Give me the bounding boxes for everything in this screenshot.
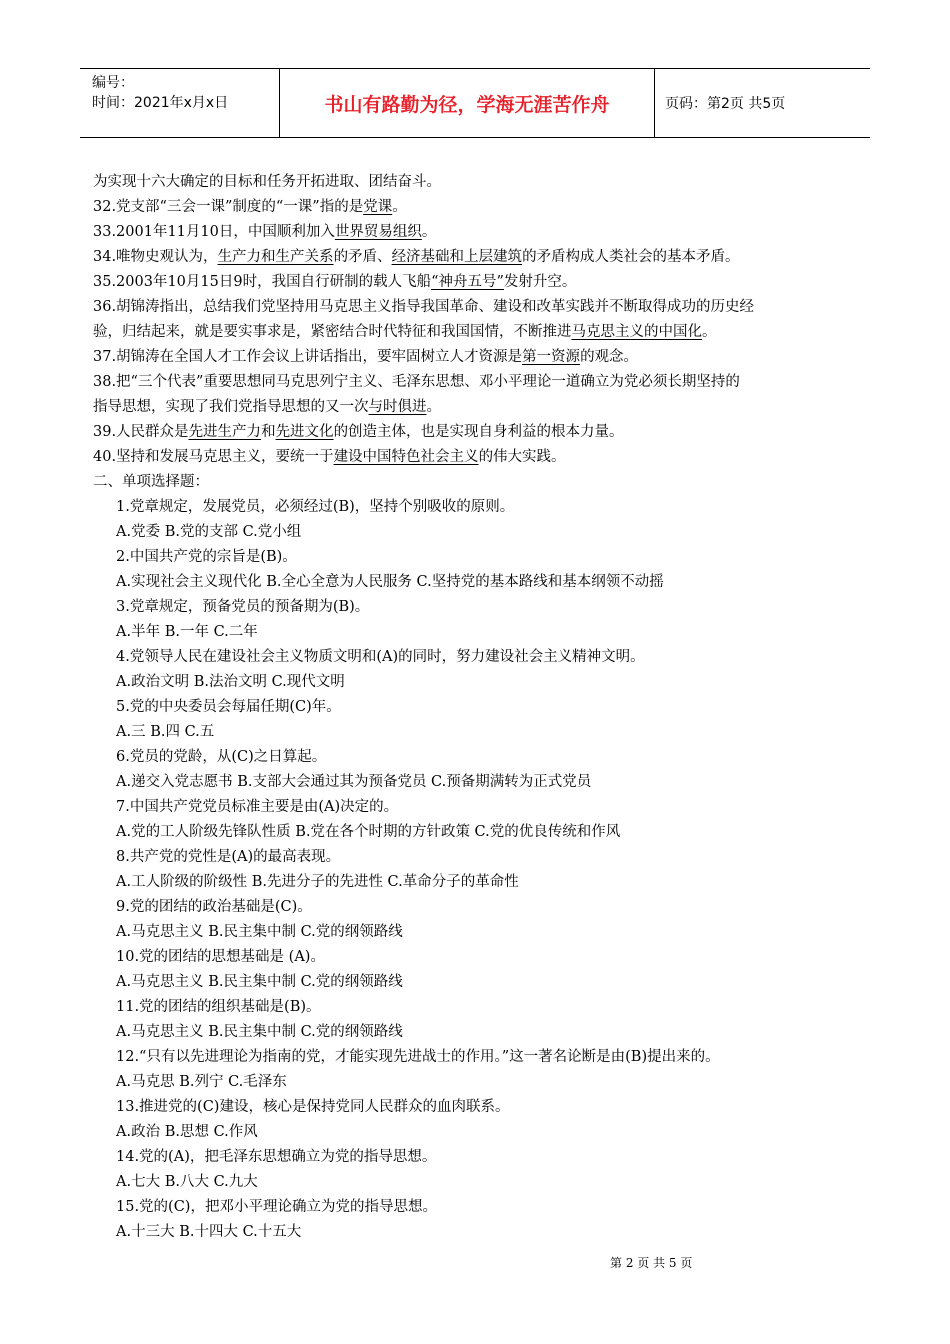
answer-text: 世界贸易组织 (334, 224, 422, 240)
question-text: 发射升空。 (503, 274, 577, 290)
answer-text: “神舟五号” (431, 274, 504, 290)
question-text: 。 (426, 399, 441, 415)
answer-text: 先进文化 (275, 424, 334, 440)
document-date: 时间：2021年x月x日 (92, 95, 229, 111)
question-text: 的创造主体，也是实现自身利益的根本力量。 (333, 424, 624, 440)
fill-blank-line (93, 420, 873, 445)
document-body (93, 170, 873, 1245)
question-stem: 4.党领导人民在建设社会主义物质文明和(A)的同时，努力建设社会主义精神文明。 (116, 649, 645, 665)
question-options: A.党的工人阶级先锋队性质 B.党在各个时期的方针政策 C.党的优良传统和作风 (116, 824, 621, 840)
question-options: A.政治文明 B.法治文明 C.现代文明 (116, 674, 345, 690)
question-text: 33.2001年11月10日，中国顺利加入 (93, 224, 335, 240)
question-text: 。 (702, 324, 717, 340)
question-options: A.马克思主义 B.民主集中制 C.党的纲领路线 (116, 1024, 403, 1040)
question-text: 40.坚持和发展马克思主义，要统一于 (93, 449, 334, 465)
answer-text: 与时俱进 (368, 399, 427, 415)
page-footer: 第 2 页 共 5 页 (610, 1256, 693, 1270)
question-text: 的伟大实践。 (478, 449, 566, 465)
question-text: 。 (421, 224, 437, 240)
header-motto: 书山有路勤为径，学海无涯苦作舟 (280, 69, 655, 137)
question-text: 的观念。 (580, 349, 639, 365)
question-options: A.递交入党志愿书 B.支部大会通过其为预备党员 C.预备期满转为正式党员 (116, 774, 592, 790)
question-options: A.马克思主义 B.民主集中制 C.党的纲领路线 (116, 924, 403, 940)
question-stem: 5.党的中央委员会每届任期(C)年。 (116, 699, 341, 715)
question-text: 37.胡锦涛在全国人才工作会议上讲话指出，要牢固树立人才资源是 (93, 349, 523, 365)
answer-text: 经济基础和上层建筑 (391, 249, 523, 265)
question-options: A.马克思主义 B.民主集中制 C.党的纲领路线 (116, 974, 403, 990)
question-text: 的矛盾、 (333, 249, 392, 265)
question-text: 38.把“三个代表”重要思想同马克思列宁主义、毛泽东思想、邓小平理论一道确立为党必须长期坚持的 (93, 374, 740, 390)
question-options: A.七大 B.八大 C.九大 (116, 1174, 258, 1190)
answer-text: 马克思主义的中国化 (571, 324, 702, 340)
fill-blank-line (93, 295, 873, 320)
question-stem: 8.共产党的党性是(A)的最高表现。 (116, 849, 341, 865)
answer-text: 先进生产力 (188, 424, 262, 440)
answer-text: 第一资源 (522, 349, 581, 365)
fill-blank-line (93, 320, 873, 345)
question-options: A.工人阶级的阶级性 B.先进分子的先进性 C.革命分子的革命性 (116, 874, 519, 890)
question-text: 34.唯物史观认为， (93, 249, 218, 265)
question-text: 32.党支部“三会一课”制度的“一课”指的是 (93, 199, 364, 215)
header-page-info: 页码：第2页 共5页 (665, 96, 786, 112)
fill-blank-list (93, 170, 873, 470)
question-stem: 14.党的(A)，把毛泽东思想确立为党的指导思想。 (116, 1149, 437, 1165)
answer-text: 生产力和生产关系 (217, 249, 334, 265)
page-header (80, 68, 870, 138)
question-options: A.党委 B.党的支部 C.党小组 (116, 524, 302, 540)
question-options: A.三 B.四 C.五 (116, 724, 215, 740)
fill-blank-line (93, 170, 873, 195)
fill-blank-line (93, 445, 873, 470)
question-stem: 3.党章规定，预备党员的预备期为(B)。 (116, 599, 370, 615)
fill-blank-line (93, 245, 873, 270)
answer-text: 党课 (363, 199, 393, 215)
question-stem: 11.党的团结的组织基础是(B)。 (116, 999, 321, 1015)
fill-blank-line (93, 395, 873, 420)
fill-blank-line (93, 345, 873, 370)
question-text: 。 (392, 199, 407, 215)
question-stem: 13.推进党的(C)建设，核心是保持党同人民群众的血肉联系。 (116, 1099, 510, 1115)
answer-text: 建设中国特色社会主义 (333, 449, 479, 465)
question-stem: 9.党的团结的政治基础是(C)。 (116, 899, 312, 915)
question-text: 36.胡锦涛指出，总结我们党坚持用马克思主义指导我国革命、建设和改革实践并不断取得成功的历史经 (93, 299, 755, 315)
question-stem: 1.党章规定，发展党员，必须经过(B)，坚持个别吸收的原则。 (116, 499, 515, 515)
section-title: 二、单项选择题： (93, 474, 209, 490)
question-options: A.政治 B.思想 C.作风 (116, 1124, 258, 1140)
document-number: 编号： (92, 75, 134, 91)
question-stem: 10.党的团结的思想基础是 (A)。 (116, 949, 325, 965)
fill-blank-line (93, 195, 873, 220)
question-text: 39.人民群众是 (93, 424, 189, 440)
question-text: 的矛盾构成人类社会的基本矛盾。 (522, 249, 740, 265)
question-text: 验，归结起来，就是要实事求是，紧密结合时代特征和我国国情，不断推进 (93, 324, 572, 340)
fill-blank-line (93, 370, 873, 395)
question-stem: 12.“只有以先进理论为指南的党，才能实现先进战士的作用。”这一著名论断是由(B)提出来的。 (116, 1049, 720, 1065)
question-stem: 2.中国共产党的宗旨是(B)。 (116, 549, 297, 565)
question-options: A.实现社会主义现代化 B.全心全意为人民服务 C.坚持党的基本路线和基本纲领不动摇 (116, 574, 664, 590)
question-stem: 15.党的(C)，把邓小平理论确立为党的指导思想。 (116, 1199, 437, 1215)
choice-question-list (93, 495, 873, 1245)
question-options: A.半年 B.一年 C.二年 (116, 624, 258, 640)
question-text: 指导思想，实现了我们党指导思想的又一次 (93, 399, 369, 415)
fill-blank-line (93, 220, 873, 245)
question-text: 和 (261, 424, 276, 440)
question-options: A.马克思 B.列宁 C.毛泽东 (116, 1074, 287, 1090)
question-stem: 6.党员的党龄，从(C)之日算起。 (116, 749, 327, 765)
question-text: 35.2003年10月15日9时，我国自行研制的载人飞船 (93, 274, 432, 290)
question-options: A.十三大 B.十四大 C.十五大 (116, 1224, 302, 1240)
question-text: 为实现十六大确定的目标和任务开拓进取、团结奋斗。 (93, 174, 441, 190)
fill-blank-line (93, 270, 873, 295)
header-meta (80, 69, 280, 137)
question-stem: 7.中国共产党党员标准主要是由(A)决定的。 (116, 799, 399, 815)
